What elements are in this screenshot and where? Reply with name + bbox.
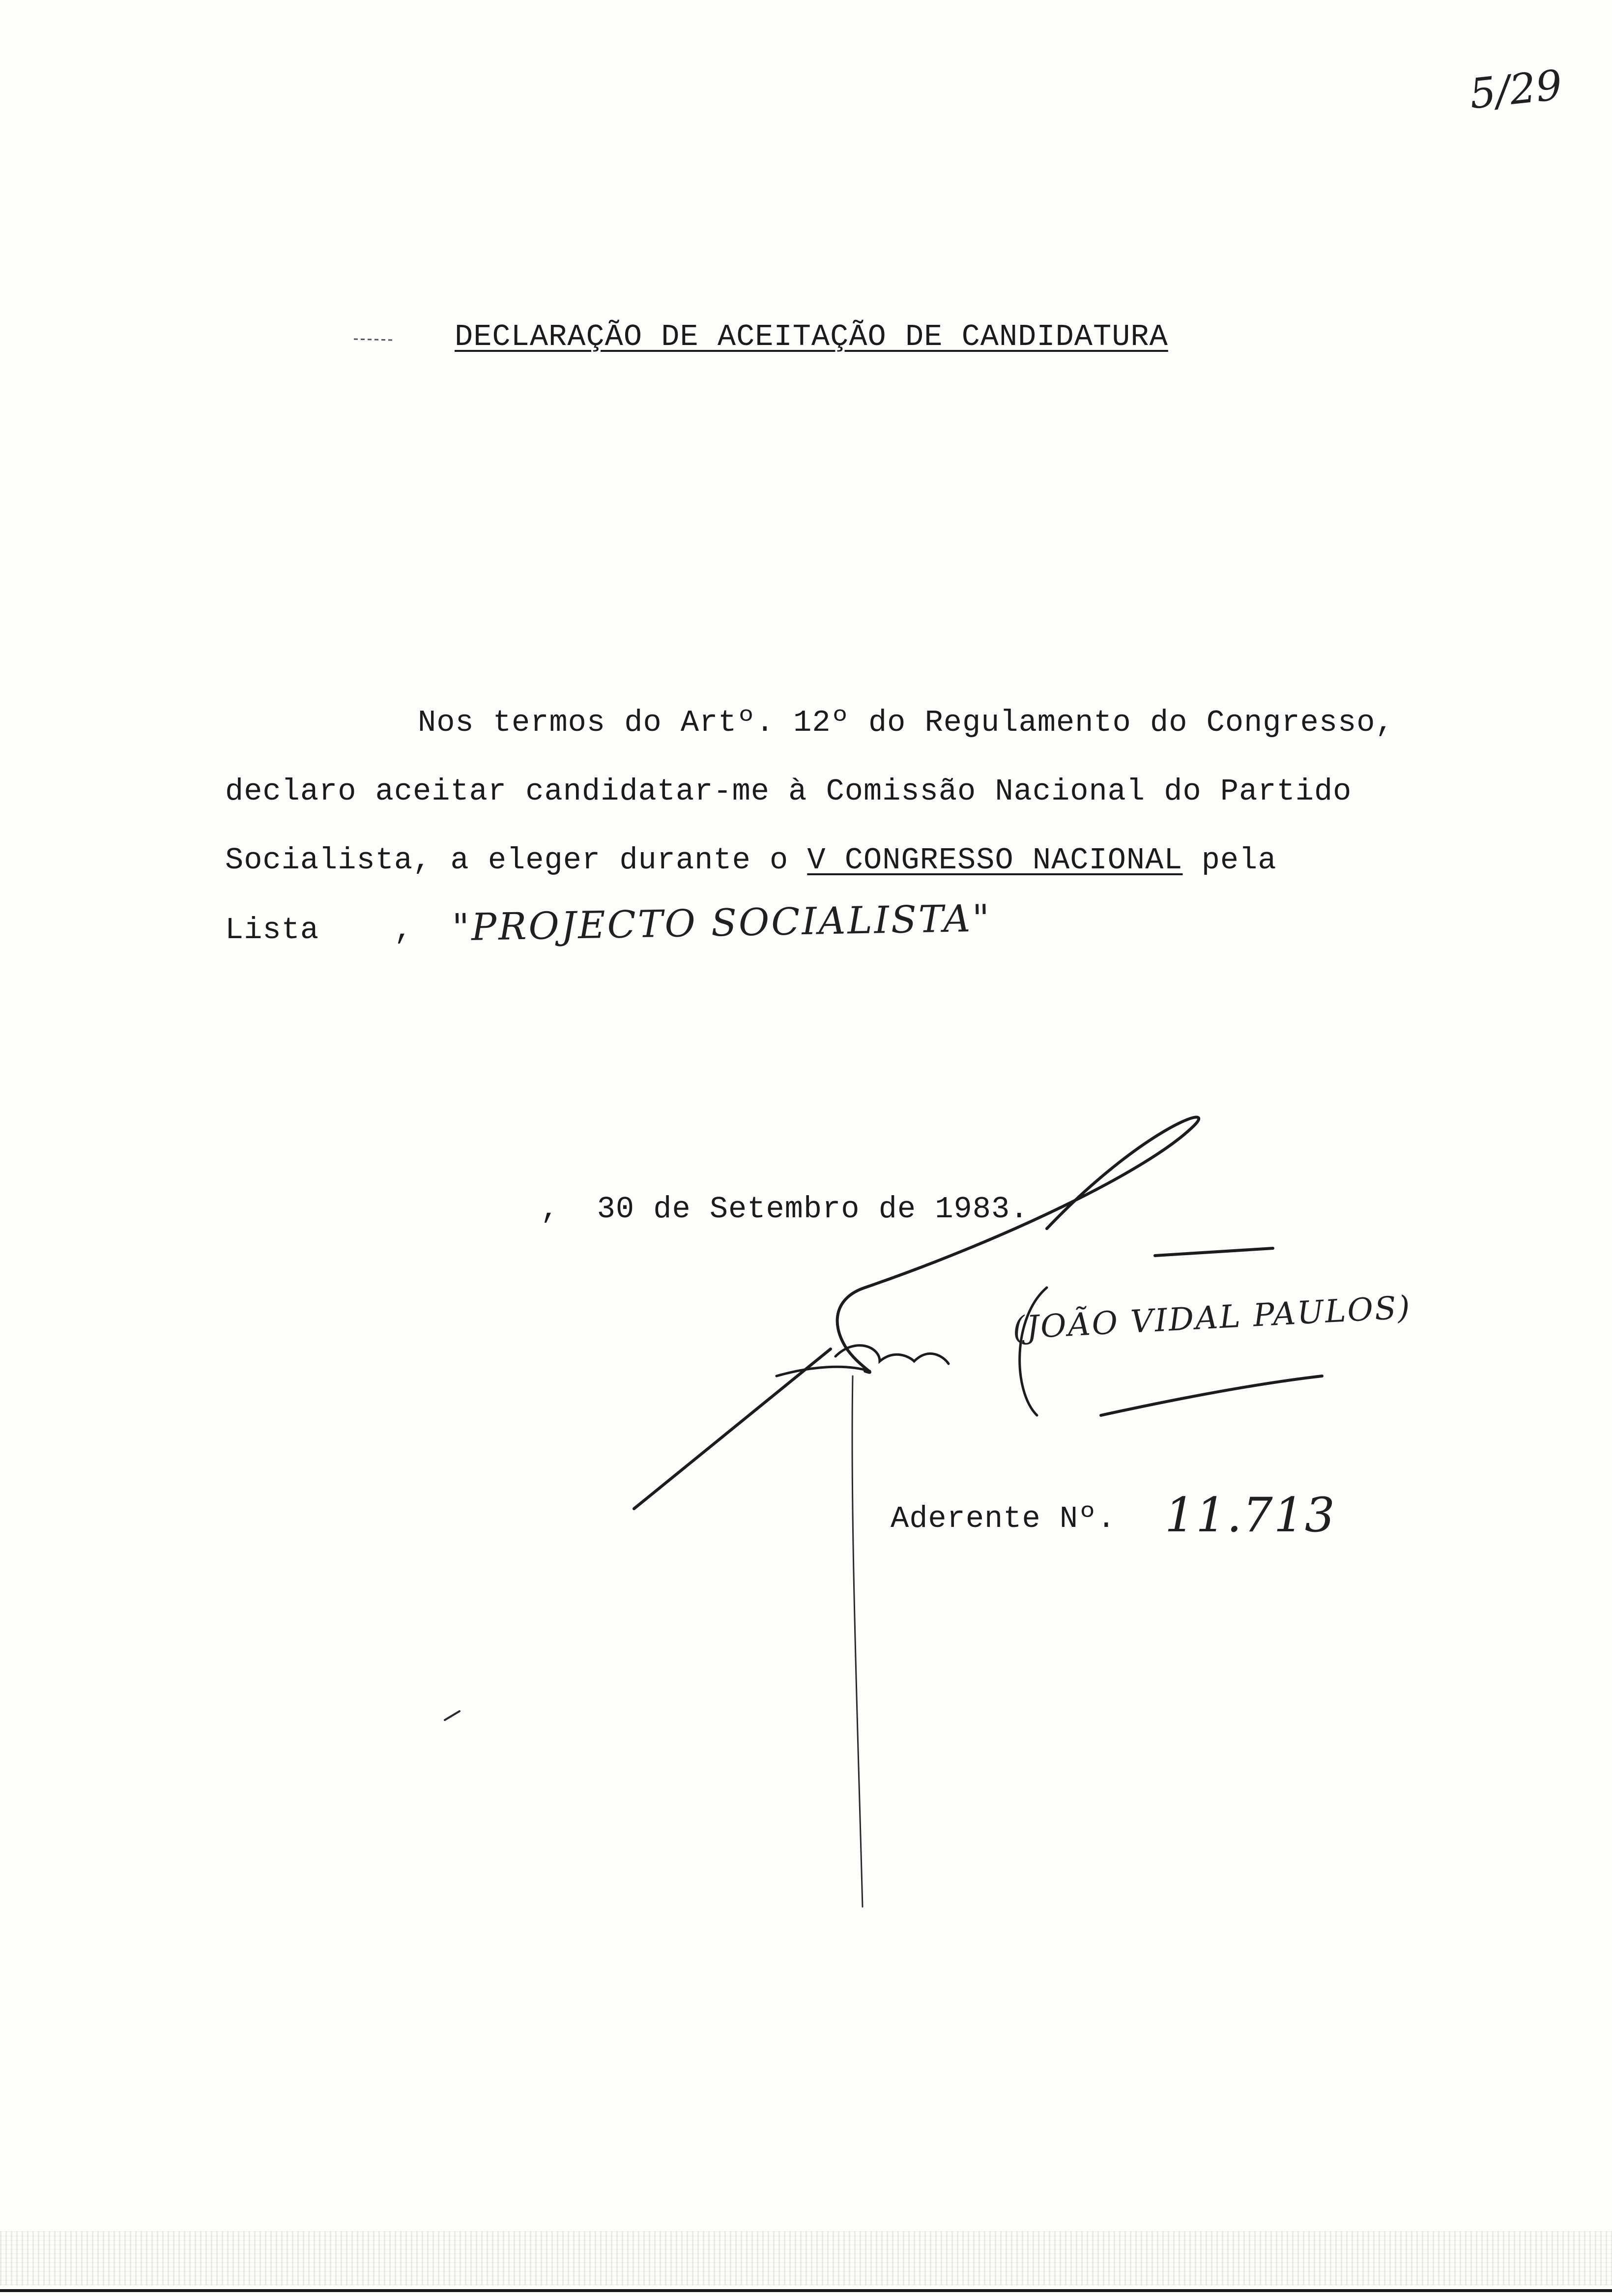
signature-vertical-stroke bbox=[852, 1376, 863, 1907]
page-number-annotation: 5/29 bbox=[1467, 60, 1565, 118]
scan-noise-band bbox=[0, 2231, 1612, 2285]
date-line: , 30 de Setembro de 1983. bbox=[541, 1192, 1029, 1227]
body-line-3 bbox=[225, 845, 1277, 876]
signature-cross-stroke bbox=[777, 1367, 870, 1376]
signature-open-paren bbox=[1020, 1288, 1047, 1415]
document-title: DECLARAÇÃO DE ACEITAÇÃO DE CANDIDATURA bbox=[455, 319, 1168, 354]
membership-label: Aderente Nº. bbox=[891, 1501, 1116, 1536]
body-line-3-prefix: Socialista, a eleger durante o bbox=[225, 843, 807, 878]
list-name-handwritten: "PROJECTO SOCIALISTA" bbox=[452, 896, 992, 949]
signer-name-handwritten: (JOÃO VIDAL PAULOS) bbox=[1011, 1289, 1412, 1347]
signature-diagonal-stroke bbox=[634, 1349, 831, 1509]
signature-scrawl bbox=[835, 1346, 949, 1364]
body-line-2: declaro aceitar candidatar-me à Comissão Nacional do Partido bbox=[225, 774, 1352, 809]
title-dash-mark bbox=[354, 339, 393, 340]
signature-dash-top bbox=[1155, 1248, 1273, 1256]
congress-name: V CONGRESSO NACIONAL bbox=[807, 843, 1183, 878]
body-line-1: Nos termos do Artº. 12º do Regulamento do Congresso, bbox=[418, 705, 1394, 740]
membership-number-handwritten: 11.713 bbox=[1165, 1488, 1336, 1543]
list-label: Lista , bbox=[225, 913, 413, 947]
stray-mark bbox=[445, 1711, 460, 1720]
signature-dash-bottom bbox=[1101, 1376, 1322, 1415]
body-line-3-suffix: pela bbox=[1182, 843, 1277, 878]
page-bottom-edge bbox=[0, 2289, 1612, 2292]
